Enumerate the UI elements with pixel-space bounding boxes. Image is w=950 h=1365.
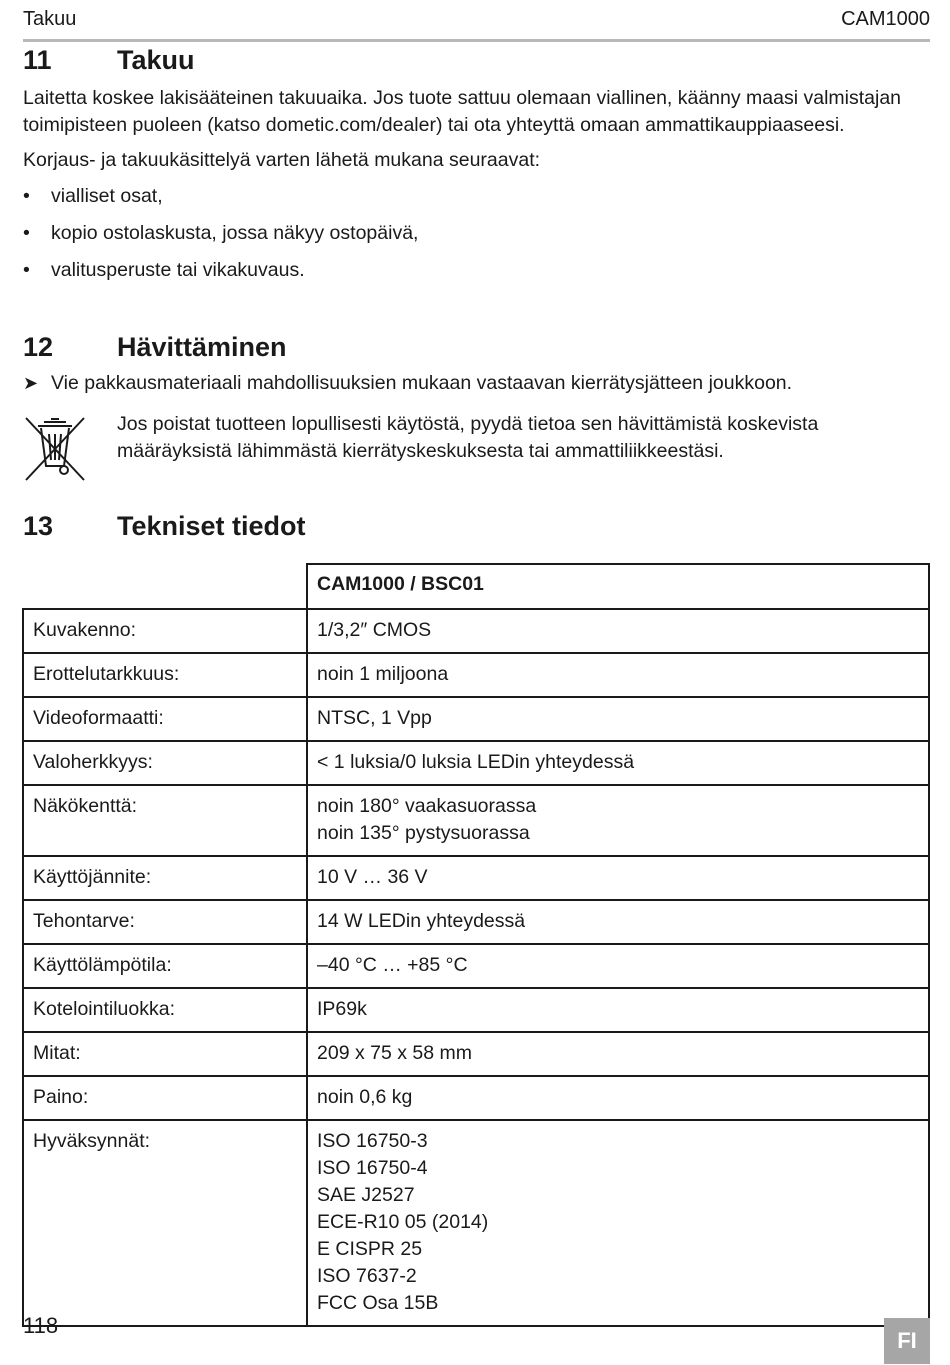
table-row [23, 741, 929, 785]
table-row [23, 1076, 929, 1120]
spec-label: Käyttöjännite: [23, 856, 307, 900]
table-row [23, 944, 929, 988]
weee-disposal-text: Jos poistat tuotteen lopullisesti käytöstä, pyydä tietoa sen hävittämistä koskevista määräyksistä lähimmästä kierrätyskeskuksesta tai ammattiliikkeestäsi. [117, 413, 819, 462]
crossed-out-wheelie-bin-icon [24, 416, 88, 482]
table-row [23, 900, 929, 944]
table-row [23, 697, 929, 741]
table-row [23, 1120, 929, 1326]
spec-value-line: noin 135° pystysuorassa [317, 822, 530, 844]
bullet-symbol: • [23, 259, 30, 281]
spec-value: 14 W LEDin yhteydessä [307, 900, 929, 944]
spec-label: Mitat: [23, 1032, 307, 1076]
list-item [23, 222, 418, 245]
spec-value-line: ISO 16750-3 [317, 1130, 428, 1152]
section-number: 12 [23, 332, 54, 362]
header-section-title: Takuu [23, 8, 77, 30]
spec-value: IP69k [307, 988, 929, 1032]
language-badge: FI [884, 1318, 930, 1364]
list-item [23, 185, 163, 208]
section-number: 13 [23, 511, 54, 541]
spec-value: noin 0,6 kg [307, 1076, 929, 1120]
table-row [23, 653, 929, 697]
section-13-heading [23, 511, 306, 542]
spec-label: Valoherkkyys: [23, 741, 307, 785]
list-item-text: vialliset osat, [51, 185, 163, 207]
spec-value-line: FCC Osa 15B [317, 1292, 439, 1314]
table-row [23, 1032, 929, 1076]
spec-value: –40 °C … +85 °C [307, 944, 929, 988]
spec-label: Videoformaatti: [23, 697, 307, 741]
warranty-instructions: Korjaus- ja takuukäsittelyä varten lähetä mukana seuraavat: [23, 149, 541, 171]
disposal-instruction [23, 372, 792, 395]
header-model-name: CAM1000 [841, 8, 930, 30]
spec-value-line: SAE J2527 [317, 1184, 415, 1206]
spec-label: Kotelointiluokka: [23, 988, 307, 1032]
spec-value-line: E CISPR 25 [317, 1238, 423, 1260]
instruction-text: Vie pakkausmateriaali mahdollisuuksien mukaan vastaavan kierrätysjätteen joukkoon. [51, 372, 793, 394]
spec-value-line: ISO 16750-4 [317, 1157, 428, 1179]
table-row [23, 856, 929, 900]
spec-label: Paino: [23, 1076, 307, 1120]
spec-label: Näkökenttä: [23, 785, 307, 856]
spec-label: Käyttölämpötila: [23, 944, 307, 988]
arrow-right-icon: ➤ [23, 373, 39, 393]
spec-value: noin 1 miljoona [307, 653, 929, 697]
table-header-blank [23, 564, 307, 609]
table-header-row [23, 564, 929, 609]
running-header [23, 8, 930, 42]
list-item-text: kopio ostolaskusta, jossa näkyy ostopäivä, [51, 222, 419, 244]
section-title: Hävittäminen [117, 332, 287, 362]
spec-label: Kuvakenno: [23, 609, 307, 653]
section-number: 11 [23, 45, 52, 75]
spec-label: Hyväksynnät: [23, 1120, 307, 1326]
technical-data-table [22, 563, 930, 1327]
list-item-text: valitusperuste tai vikakuvaus. [51, 259, 305, 281]
spec-label: Erottelutarkkuus: [23, 653, 307, 697]
list-item [23, 259, 305, 282]
spec-value [307, 1120, 929, 1326]
spec-value-line: ECE-R10 05 (2014) [317, 1211, 489, 1233]
spec-value: 10 V … 36 V [307, 856, 929, 900]
bullet-symbol: • [23, 222, 30, 244]
section-title: Takuu [117, 45, 195, 75]
spec-value: NTSC, 1 Vpp [307, 697, 929, 741]
bullet-symbol: • [23, 185, 30, 207]
spec-value: 1/3,2″ CMOS [307, 609, 929, 653]
spec-value-line: ISO 7637-2 [317, 1265, 417, 1287]
section-12-heading [23, 332, 287, 363]
spec-value-line: noin 180° vaakasuorassa [317, 795, 537, 817]
section-11-heading [23, 45, 195, 76]
spec-value [307, 785, 929, 856]
section-title: Tekniset tiedot [117, 511, 306, 541]
spec-value: 209 x 75 x 58 mm [307, 1032, 929, 1076]
table-row [23, 785, 929, 856]
spec-value: < 1 luksia/0 luksia LEDin yhteydessä [307, 741, 929, 785]
warranty-paragraph: Laitetta koskee lakisääteinen takuuaika. Jos tuote sattuu olemaan viallinen, käänny maasi valmistajan toimipisteen puoleen (katso dometic.com/dealer) tai ota yhteyttä omaan ammattikauppiaaseesi. [23, 87, 902, 136]
table-row [23, 988, 929, 1032]
table-header-model: CAM1000 / BSC01 [307, 564, 929, 609]
spec-label: Tehontarve: [23, 900, 307, 944]
page-number: 118 [23, 1313, 59, 1338]
table-row [23, 609, 929, 653]
